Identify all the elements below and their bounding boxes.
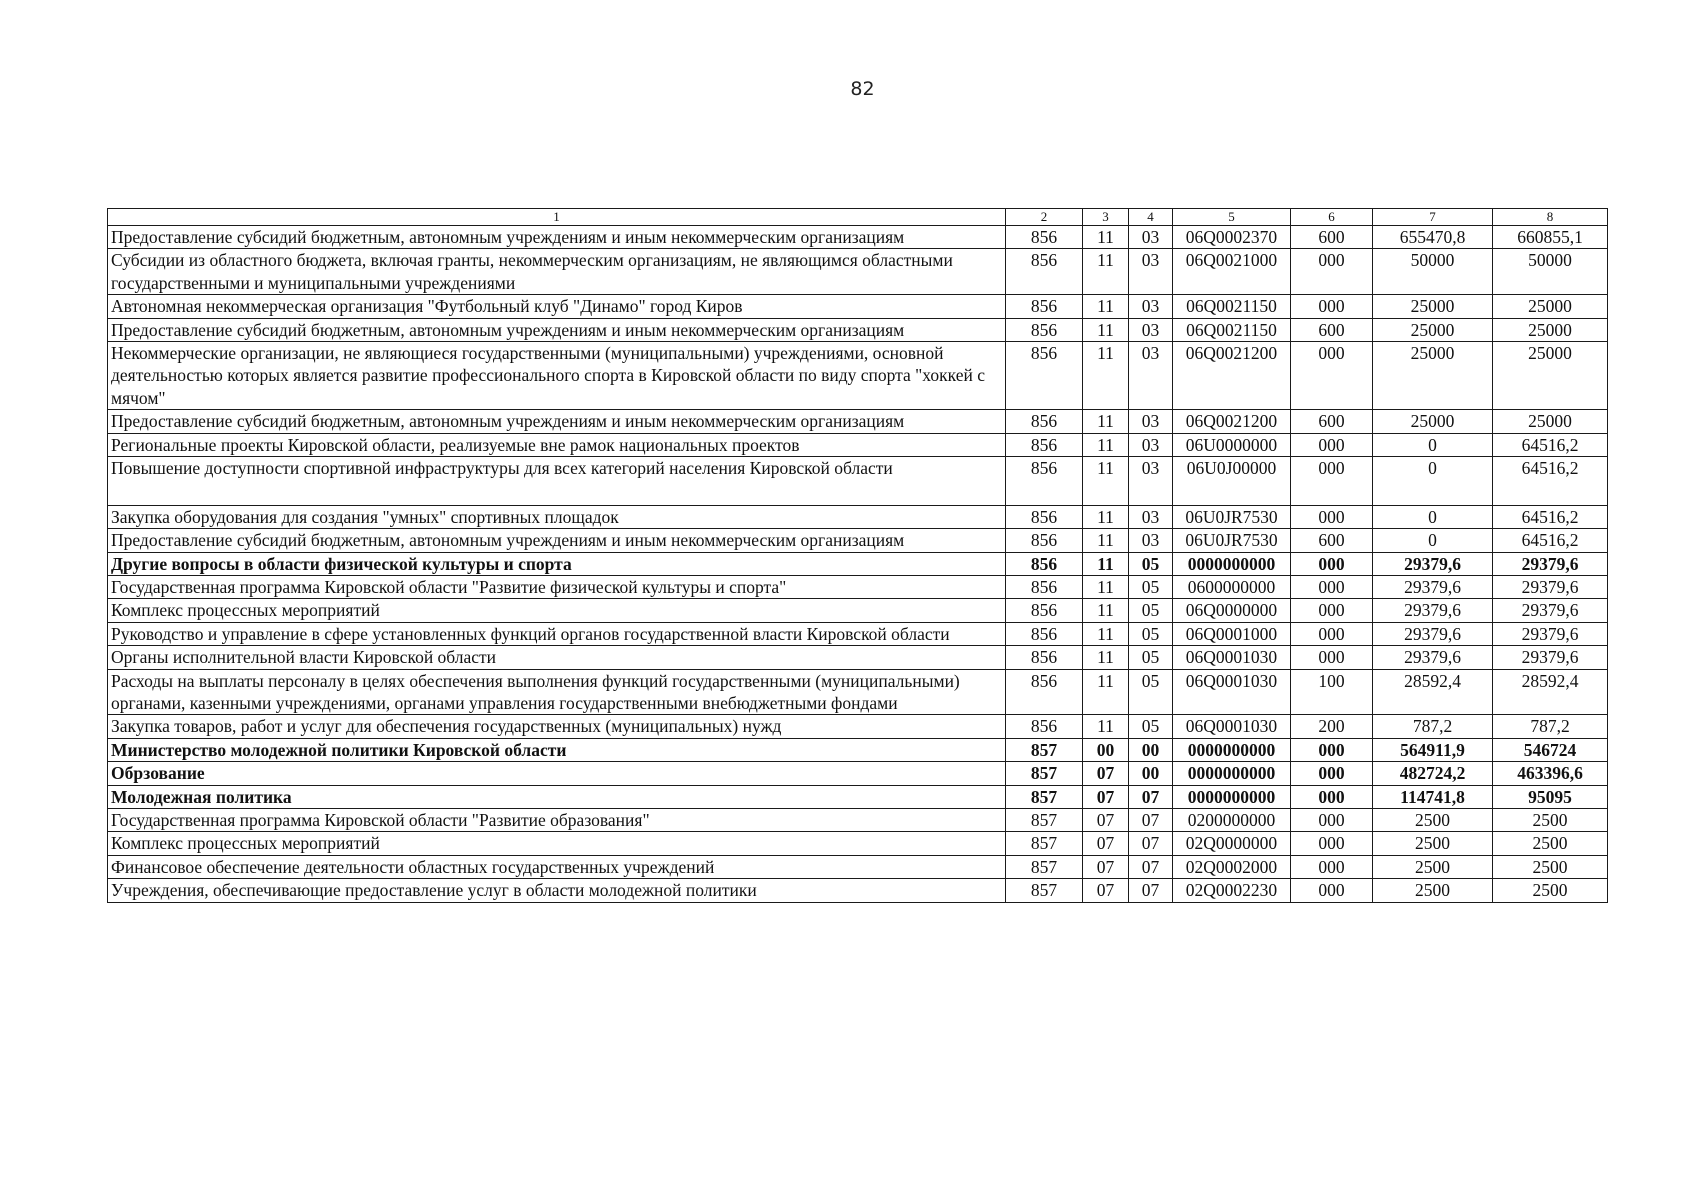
row-description: Автономная некоммерческая организация "Футбольный клуб "Динамо" город Киров [108,295,1006,318]
cell-amount-year-1: 2500 [1373,855,1493,878]
cell-amount-year-2: 787,2 [1493,715,1608,738]
cell-amount-year-1: 29379,6 [1373,576,1493,599]
table-row [108,529,1608,552]
cell-ministry-code: 856 [1006,529,1083,552]
cell-amount-year-2: 660855,1 [1493,226,1608,249]
cell-target-article: 02Q0000000 [1173,832,1291,855]
row-description: Государственная программа Кировской области "Развитие физической культуры и спорта" [108,576,1006,599]
cell-subsection: 07 [1129,785,1173,808]
row-description: Предоставление субсидий бюджетным, автономным учреждениям и иным некоммерческим организациям [108,226,1006,249]
cell-subsection: 00 [1129,738,1173,761]
table-row [108,226,1608,249]
cell-amount-year-2: 2500 [1493,855,1608,878]
cell-target-article: 06Q0001030 [1173,646,1291,669]
cell-expense-type: 000 [1291,622,1373,645]
cell-subsection: 07 [1129,832,1173,855]
cell-subsection: 05 [1129,646,1173,669]
row-description: Повышение доступности спортивной инфраструктуры для всех категорий населения Кировской области [108,456,1006,505]
column-header: 5 [1173,209,1291,226]
cell-target-article: 06Q0021200 [1173,410,1291,433]
cell-subsection: 03 [1129,433,1173,456]
cell-ministry-code: 856 [1006,249,1083,295]
cell-amount-year-1: 482724,2 [1373,762,1493,785]
cell-subsection: 03 [1129,295,1173,318]
cell-ministry-code: 856 [1006,576,1083,599]
row-description: Региональные проекты Кировской области, реализуемые вне рамок национальных проектов [108,433,1006,456]
cell-amount-year-1: 0 [1373,529,1493,552]
cell-subsection: 03 [1129,456,1173,505]
cell-expense-type: 000 [1291,808,1373,831]
column-header: 4 [1129,209,1173,226]
cell-ministry-code: 857 [1006,762,1083,785]
row-description: Молодежная политика [108,785,1006,808]
cell-target-article: 06Q0021200 [1173,341,1291,409]
cell-section: 11 [1083,646,1129,669]
table-row [108,410,1608,433]
cell-section: 07 [1083,785,1129,808]
cell-amount-year-2: 25000 [1493,410,1608,433]
cell-target-article: 06U0J00000 [1173,456,1291,505]
cell-ministry-code: 856 [1006,226,1083,249]
cell-subsection: 05 [1129,599,1173,622]
cell-section: 07 [1083,879,1129,902]
table-body [108,209,1608,903]
table-row [108,669,1608,715]
cell-section: 11 [1083,529,1129,552]
cell-target-article: 0200000000 [1173,808,1291,831]
table-row [108,832,1608,855]
cell-subsection: 05 [1129,669,1173,715]
cell-ministry-code: 856 [1006,295,1083,318]
cell-amount-year-1: 28592,4 [1373,669,1493,715]
cell-amount-year-2: 2500 [1493,879,1608,902]
cell-amount-year-1: 29379,6 [1373,646,1493,669]
cell-amount-year-1: 2500 [1373,832,1493,855]
row-description: Предоставление субсидий бюджетным, автономным учреждениям и иным некоммерческим организациям [108,529,1006,552]
cell-expense-type: 000 [1291,576,1373,599]
table-row [108,576,1608,599]
cell-amount-year-1: 29379,6 [1373,552,1493,575]
cell-amount-year-2: 29379,6 [1493,552,1608,575]
cell-amount-year-2: 25000 [1493,341,1608,409]
cell-amount-year-2: 2500 [1493,832,1608,855]
cell-subsection: 05 [1129,715,1173,738]
table-row [108,295,1608,318]
cell-subsection: 00 [1129,762,1173,785]
cell-amount-year-1: 2500 [1373,808,1493,831]
cell-section: 11 [1083,505,1129,528]
cell-amount-year-1: 29379,6 [1373,599,1493,622]
cell-section: 11 [1083,456,1129,505]
cell-target-article: 06Q0021000 [1173,249,1291,295]
cell-ministry-code: 857 [1006,832,1083,855]
cell-amount-year-2: 64516,2 [1493,505,1608,528]
row-description: Расходы на выплаты персоналу в целях обеспечения выполнения функций государственными (муниципальными) органами, казенными учреждениями, органами управления государственными внебюджетными фондами [108,669,1006,715]
cell-section: 11 [1083,715,1129,738]
row-description: Учреждения, обеспечивающие предоставление услуг в области молодежной политики [108,879,1006,902]
cell-subsection: 03 [1129,529,1173,552]
cell-ministry-code: 857 [1006,855,1083,878]
column-header: 1 [108,209,1006,226]
cell-amount-year-1: 50000 [1373,249,1493,295]
cell-expense-type: 000 [1291,855,1373,878]
cell-amount-year-1: 2500 [1373,879,1493,902]
cell-amount-year-1: 0 [1373,505,1493,528]
row-description: Предоставление субсидий бюджетным, автономным учреждениям и иным некоммерческим организациям [108,318,1006,341]
row-description: Руководство и управление в сфере установленных функций органов государственной власти Кировской области [108,622,1006,645]
cell-expense-type: 600 [1291,529,1373,552]
cell-expense-type: 600 [1291,410,1373,433]
cell-ministry-code: 856 [1006,505,1083,528]
cell-section: 11 [1083,433,1129,456]
table-row [108,552,1608,575]
cell-amount-year-2: 95095 [1493,785,1608,808]
cell-ministry-code: 856 [1006,646,1083,669]
row-description: Государственная программа Кировской области "Развитие образования" [108,808,1006,831]
cell-subsection: 03 [1129,318,1173,341]
table-row [108,505,1608,528]
cell-target-article: 06Q0001030 [1173,669,1291,715]
cell-section: 11 [1083,318,1129,341]
table-row [108,318,1608,341]
cell-subsection: 03 [1129,226,1173,249]
cell-amount-year-2: 28592,4 [1493,669,1608,715]
row-description: Комплекс процессных мероприятий [108,599,1006,622]
cell-expense-type: 000 [1291,456,1373,505]
cell-subsection: 03 [1129,249,1173,295]
column-header: 7 [1373,209,1493,226]
cell-section: 11 [1083,341,1129,409]
row-description: Закупка товаров, работ и услуг для обеспечения государственных (муниципальных) нужд [108,715,1006,738]
cell-expense-type: 600 [1291,318,1373,341]
cell-ministry-code: 856 [1006,552,1083,575]
cell-expense-type: 000 [1291,552,1373,575]
cell-expense-type: 000 [1291,879,1373,902]
cell-amount-year-2: 64516,2 [1493,529,1608,552]
cell-subsection: 03 [1129,410,1173,433]
cell-target-article: 06U0000000 [1173,433,1291,456]
cell-amount-year-2: 29379,6 [1493,576,1608,599]
cell-amount-year-2: 29379,6 [1493,599,1608,622]
column-header: 8 [1493,209,1608,226]
table-row [108,785,1608,808]
cell-amount-year-1: 29379,6 [1373,622,1493,645]
cell-amount-year-1: 25000 [1373,318,1493,341]
cell-subsection: 05 [1129,622,1173,645]
cell-subsection: 07 [1129,879,1173,902]
cell-target-article: 06U0JR7530 [1173,529,1291,552]
cell-expense-type: 100 [1291,669,1373,715]
row-description: Органы исполнительной власти Кировской области [108,646,1006,669]
cell-subsection: 05 [1129,576,1173,599]
cell-amount-year-2: 25000 [1493,318,1608,341]
column-number-row [108,209,1608,226]
cell-section: 07 [1083,808,1129,831]
cell-ministry-code: 856 [1006,341,1083,409]
budget-table [107,208,1608,903]
cell-ministry-code: 856 [1006,456,1083,505]
cell-section: 11 [1083,226,1129,249]
cell-target-article: 0600000000 [1173,576,1291,599]
table-row [108,738,1608,761]
cell-amount-year-1: 25000 [1373,410,1493,433]
cell-amount-year-2: 2500 [1493,808,1608,831]
cell-amount-year-2: 29379,6 [1493,622,1608,645]
cell-amount-year-1: 787,2 [1373,715,1493,738]
cell-section: 00 [1083,738,1129,761]
cell-section: 07 [1083,832,1129,855]
table-row [108,808,1608,831]
row-description: Финансовое обеспечение деятельности областных государственных учреждений [108,855,1006,878]
cell-subsection: 03 [1129,505,1173,528]
cell-amount-year-2: 25000 [1493,295,1608,318]
cell-target-article: 06U0JR7530 [1173,505,1291,528]
table-row [108,879,1608,902]
cell-amount-year-2: 64516,2 [1493,433,1608,456]
cell-expense-type: 000 [1291,762,1373,785]
table-row [108,599,1608,622]
column-header: 3 [1083,209,1129,226]
table-row [108,622,1608,645]
cell-amount-year-2: 50000 [1493,249,1608,295]
row-description: Некоммерческие организации, не являющиеся государственными (муниципальными) учреждениями, основной деятельностью которых является развитие профессионального спорта в Кировской области по виду спорта "хоккей с мячом" [108,341,1006,409]
table-row [108,456,1608,505]
cell-amount-year-1: 655470,8 [1373,226,1493,249]
cell-amount-year-1: 0 [1373,433,1493,456]
cell-section: 11 [1083,295,1129,318]
cell-ministry-code: 856 [1006,622,1083,645]
row-description: Другие вопросы в области физической культуры и спорта [108,552,1006,575]
cell-subsection: 05 [1129,552,1173,575]
cell-amount-year-2: 546724 [1493,738,1608,761]
cell-target-article: 0000000000 [1173,552,1291,575]
cell-amount-year-1: 564911,9 [1373,738,1493,761]
cell-expense-type: 000 [1291,738,1373,761]
table-row [108,646,1608,669]
cell-target-article: 06Q0021150 [1173,318,1291,341]
row-description: Субсидии из областного бюджета, включая гранты, некоммерческим организациям, не являющимся областными государственными и муниципальными учреждениями [108,249,1006,295]
row-description: Закупка оборудования для создания "умных" спортивных площадок [108,505,1006,528]
cell-ministry-code: 857 [1006,879,1083,902]
cell-ministry-code: 857 [1006,785,1083,808]
cell-section: 11 [1083,576,1129,599]
cell-target-article: 0000000000 [1173,738,1291,761]
table-row [108,762,1608,785]
row-description: Обрзование [108,762,1006,785]
cell-ministry-code: 856 [1006,318,1083,341]
row-description: Министерство молодежной политики Кировской области [108,738,1006,761]
cell-ministry-code: 856 [1006,715,1083,738]
cell-section: 11 [1083,552,1129,575]
cell-amount-year-2: 29379,6 [1493,646,1608,669]
cell-expense-type: 000 [1291,505,1373,528]
cell-target-article: 06Q0001030 [1173,715,1291,738]
cell-ministry-code: 856 [1006,669,1083,715]
cell-amount-year-2: 64516,2 [1493,456,1608,505]
cell-ministry-code: 856 [1006,410,1083,433]
cell-expense-type: 000 [1291,646,1373,669]
cell-amount-year-1: 114741,8 [1373,785,1493,808]
cell-expense-type: 000 [1291,785,1373,808]
cell-amount-year-1: 25000 [1373,295,1493,318]
cell-target-article: 02Q0002000 [1173,855,1291,878]
cell-section: 11 [1083,410,1129,433]
cell-ministry-code: 856 [1006,433,1083,456]
cell-expense-type: 000 [1291,832,1373,855]
column-header: 2 [1006,209,1083,226]
cell-expense-type: 600 [1291,226,1373,249]
table-row [108,249,1608,295]
cell-section: 07 [1083,855,1129,878]
cell-section: 11 [1083,599,1129,622]
cell-expense-type: 000 [1291,249,1373,295]
table-row [108,715,1608,738]
cell-target-article: 06Q0000000 [1173,599,1291,622]
cell-ministry-code: 857 [1006,808,1083,831]
table-row [108,341,1608,409]
cell-expense-type: 000 [1291,599,1373,622]
cell-expense-type: 000 [1291,433,1373,456]
page-number: 82 [850,78,875,100]
cell-ministry-code: 857 [1006,738,1083,761]
row-description: Предоставление субсидий бюджетным, автономным учреждениям и иным некоммерческим организациям [108,410,1006,433]
cell-target-article: 0000000000 [1173,785,1291,808]
cell-section: 11 [1083,249,1129,295]
cell-subsection: 07 [1129,855,1173,878]
cell-subsection: 07 [1129,808,1173,831]
cell-section: 07 [1083,762,1129,785]
column-header: 6 [1291,209,1373,226]
cell-expense-type: 000 [1291,341,1373,409]
cell-expense-type: 200 [1291,715,1373,738]
cell-subsection: 03 [1129,341,1173,409]
table-row [108,855,1608,878]
cell-target-article: 02Q0002230 [1173,879,1291,902]
table-row [108,433,1608,456]
cell-amount-year-1: 0 [1373,456,1493,505]
cell-amount-year-2: 463396,6 [1493,762,1608,785]
cell-amount-year-1: 25000 [1373,341,1493,409]
cell-target-article: 06Q0021150 [1173,295,1291,318]
cell-expense-type: 000 [1291,295,1373,318]
cell-target-article: 06Q0002370 [1173,226,1291,249]
row-description: Комплекс процессных мероприятий [108,832,1006,855]
cell-target-article: 0000000000 [1173,762,1291,785]
cell-target-article: 06Q0001000 [1173,622,1291,645]
cell-section: 11 [1083,669,1129,715]
cell-ministry-code: 856 [1006,599,1083,622]
cell-section: 11 [1083,622,1129,645]
